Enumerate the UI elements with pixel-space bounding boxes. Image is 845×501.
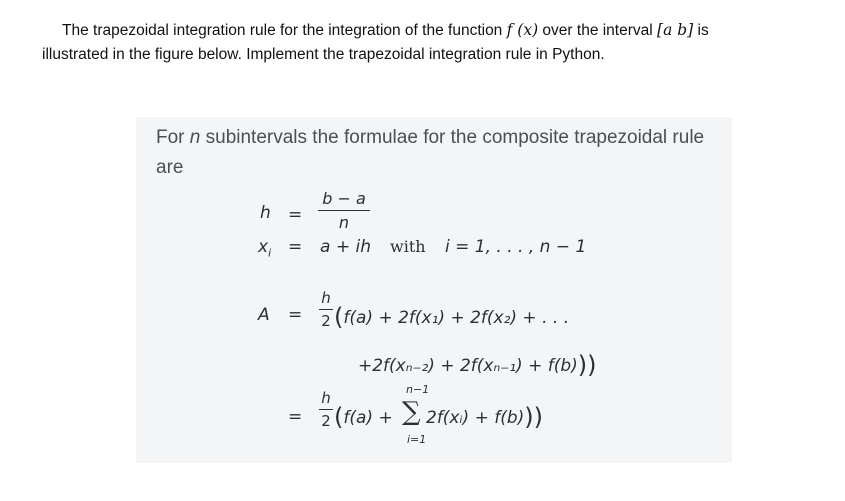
intro-math-interval: [a b] [657,21,694,39]
A-line-2-text: +2f(xₙ₋₂) + 2f(xₙ₋₁) + f(b) [358,356,578,376]
h-fraction [318,189,370,232]
half-numerator-1: h [321,289,331,307]
h-label: h [260,203,271,223]
x-label-sub: i [268,246,272,260]
intro-math-fx: f (x) [506,21,539,39]
caption-text-a: For [156,127,190,148]
A-line-1: (f(a) + 2f(x₁) + 2f(x₂) + . . . [334,303,570,331]
equals-sign-1: = [288,205,303,225]
x-range: i = 1, . . . , n − 1 [445,237,587,257]
half-denominator-1: 2 [321,312,331,330]
equals-sign-3: = [288,305,303,325]
intro-text-b: over the interval [538,22,658,39]
A-line-3-text-a: f(a) + [343,408,393,428]
equals-sign-2: = [288,237,303,257]
A-line-2: +2f(xₙ₋₂) + 2f(xₙ₋₁) + f(b))) [358,351,597,379]
h-denominator: n [338,213,350,232]
fraction-bar [319,309,333,310]
half-fraction-1 [319,289,333,330]
summation-symbol: ∑ [402,397,421,427]
fraction-bar [318,210,370,211]
h-numerator: b − a [322,189,366,208]
x-rhs: a + ih [320,237,371,257]
with-text: with [390,237,426,256]
intro-text-a: The trapezoidal integration rule for the integration of the function [62,22,507,39]
intro-line-1 [42,18,832,43]
problem-statement [42,18,832,67]
sum-upper-limit: n−1 [406,383,430,396]
A-label: A [258,305,270,325]
intro-line-2: illustrated in the figure below. Implement the trapezoidal integration rule in Python. [42,46,605,63]
x-label [258,237,271,259]
half-denominator-2: 2 [321,412,331,430]
fraction-bar [319,409,333,410]
formula-figure [136,117,732,463]
half-fraction-2 [319,389,333,430]
sum-lower-limit: i=1 [407,433,427,446]
A-line-1-text: f(a) + 2f(x₁) + 2f(x₂) + . . . [343,308,570,328]
x-label-base: x [258,237,269,257]
caption-n: n [189,127,201,148]
caption-text-b: subintervals the formulae for the composite trapezoidal rule are [156,127,705,178]
intro-text-c: is [693,22,709,39]
figure-caption [156,123,716,183]
A-line-3-start: (f(a) + [334,403,393,431]
A-line-3-text-b: 2f(xᵢ) + f(b) [426,408,525,428]
half-numerator-2: h [321,389,331,407]
A-line-3-end: 2f(xᵢ) + f(b))) [426,403,543,431]
equals-sign-4: = [288,407,303,427]
